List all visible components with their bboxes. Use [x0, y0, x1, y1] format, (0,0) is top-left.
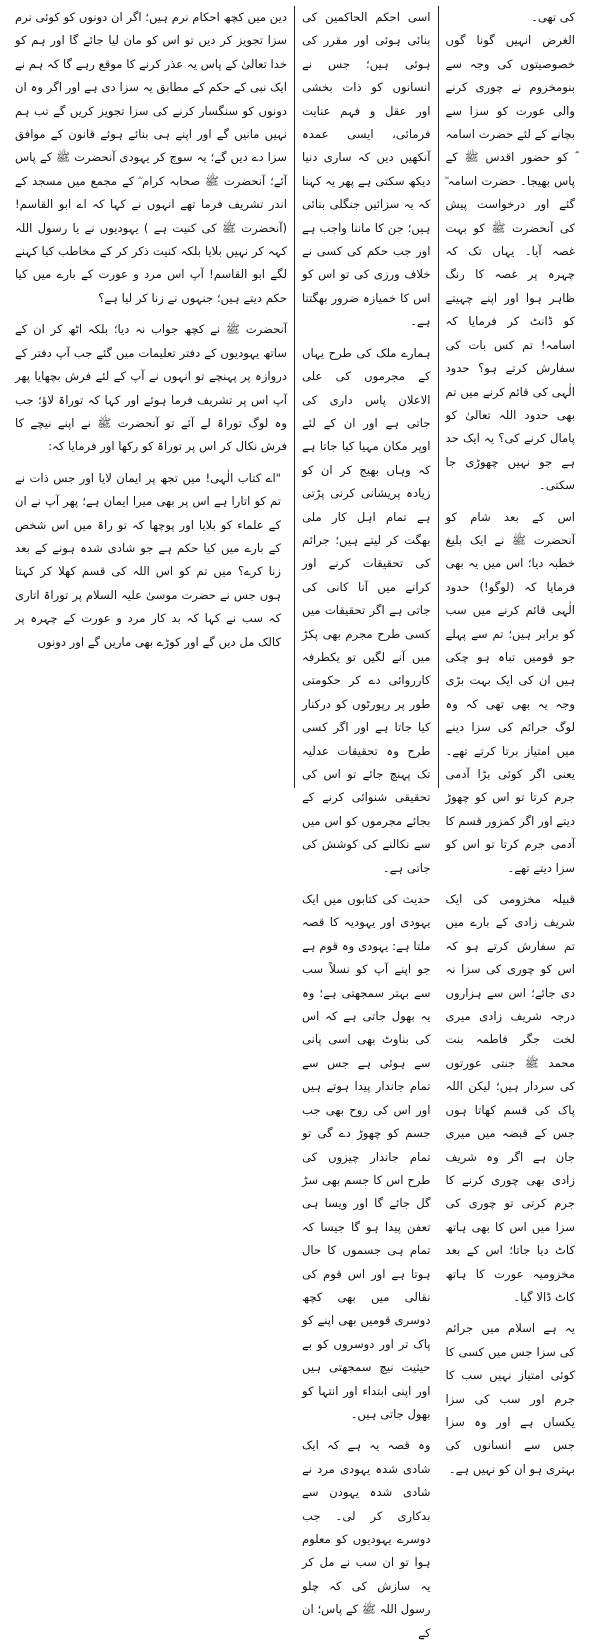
paragraph: اس کے بعد شام کو آنحضرت ﷺ نے ایک بلیغ خطبہ دیا؛ اس میں یہ بھی فرمایا کہ (لوگو!) حدود الٰہی قائم کرنے میں سب کو برابر ہیں؛ تم سے پہلے جو قومیں تباہ ہو چکی ہیں ان کی ایک بہت بڑی وجہ یہ بھی تھی کہ وہ لوگ جرائم کی سزا دینے میں امتیاز برتا کرتے تھے۔ یعنی اگر کوئی بڑا آدمی جرم کرتا تو اس کو چھوڑ دیتے اور اگر کمزور قسم کا آدمی جرم کرتا تو اس کو سزا دیتے تھے۔ — [445, 509, 575, 875]
paragraph: اسی احکم الحاکمین کی بنائی ہوئی اور مقرر کی ہوئی ہیں؛ جس نے انسانوں کو ذات بخشی اور عقل و فہم عنایت فرمائی، ایسی عمدہ آنکھیں دیں کہ ساری دنیا دیکھ سکتی ہے پھر یہ کہنا کہ یہ سزائیں جنگلی بنائی ہیں؛ جن کا ماننا واجب ہے اور جب حکم کی کسی نے خلاف ورزی کی تو اس کو اس کا خمیازہ ضرور بھگتنا ہے۔ — [302, 10, 431, 329]
quote-paragraph: "اے کتاب الٰہی! میں تجھ پر ایمان لایا اور جس ذات نے تم کو اتارا ہے اس پر بھی میرا ایمان ہے؛ پھر آپ نے ان کے علماء کو بلایا اور پوچھا کہ تو راۃ میں اس شخص کے بارے میں کیا حکم ہے جو شادی شدہ ہونے کے بعد زنا کرے؟ میں تم کو اس اللہ کی قسم کھلا کر کہتا ہوں جس نے حضرت موسیٰ علیہ السلام پر توراۃ اتاری کہ سب نے کہا کہ بد کار مرد و عورت کے چہرہ پر کالک مل دیں گے اور کوڑے بھی ماریں گے اور دونوں — [15, 470, 281, 649]
text-column-1 — [439, 6, 583, 1476]
text-column-3 — [8, 6, 295, 788]
paragraph: وہ قصہ یہ ہے کہ ایک شادی شدہ یہودی مرد نے شادی شدہ یہودن سے بدکاری کر لی۔ جب دوسرے یہودیوں کو معلوم ہوا تو ان سب نے مل کر یہ سازش کی کہ چلو رسول اللہ ﷺ کے پاس؛ ان کے — [302, 1438, 431, 1640]
paragraph: کی تھی۔ — [531, 10, 575, 24]
paragraph: قبیلہ مخزومی کی ایک شریف زادی کے بارے میں تم سفارش کرتے ہو کہ اس کو چوری کی سزا نہ دی جائے؛ اس سے ہزاروں درجہ شریف زادی میری لخت جگر فاطمہ بنت محمد ﷺ جنتی عورتوں کی سردار ہیں؛ لیکن اللہ پاک کی قسم کھاتا ہوں جس کے قبضہ میں میری جان ہے اگر وہ شریف زادی بھی چوری کرنے کا جرم کرتی تو چوری کی سزا میں اس کا بھی ہاتھ کاٹ دیا جاتا؛ اس کے بعد مخزومیہ عورت کا ہاتھ کاٹ ڈالا گیا۔ — [445, 892, 575, 1304]
paragraph: دین میں کچھ احکام نرم ہیں؛ اگر ان دونوں کو کوئی نرم سزا تجویز کر دیں تو اس کو مان لیا جائے گا اور ہم کو خدا تعالیٰ کے پاس یہ عذر کرنے کا موقع رہے گا کہ ہم نے ایک نبی کے حکم کے مطابق یہ سزا دی ہے اور اگر وہ ان دونوں کو سنگسار کرنے کی سزا تجویز کریں گے تب ہم نہیں مانیں گے اور اپنے ہی بنائے ہوئے قانون کے موافق سزا دے دیں گے؛ یہ سوچ کر یہودی آنحضرت ﷺ کے پاس آئے؛ آنحضرت ﷺ صحابہ کرام ؓ کے مجمع میں مسجد کے اندر تشریف فرما تھے انہوں نے کہا کہ اے ابو القاسم! (آنحضرت ﷺ کی کنیت ہے ) یہودیوں نے یا رسول اللہ کہہ کر نہیں بلایا بلکہ کنیت ذکر کر کے مخاطب کیا کہنے لگے ابو القاسم! آپ اس مرد و عورت کے بارے میں کیا حکم دیتے ہیں؛ جنہوں نے زنا کر لیا ہے؟ — [15, 10, 287, 305]
paragraph: آنحضرت ﷺ نے کچھ جواب نہ دیا؛ بلکہ اٹھ کر ان کے ساتھ یہودیوں کے دفتر تعلیمات میں گئے جب آپ دفتر کے دروازہ پر پہنچے تو انہوں نے آپ کے لئے فرش بچھایا پھر آپ اس پر تشریف فرما ہوئے اور کہا کہ توراۃ لاؤ؛ جب وہ لوگ توراۃ لے آئے تو آنحضرت ﷺ نے اپنے نیچے کا فرش نکال کر اس پر توراۃ کو رکھا اور فرمایا کہ: — [15, 322, 287, 454]
text-column-2 — [295, 6, 439, 1640]
paragraph: یہ ہے اسلام میں جرائم کی سزا جس میں کسی کا کوئی امتیاز نہیں سب کا جرم اور سب کی سزا یکساں ہے اور وہ سزا جس سے انسانوں کی بہتری ہو ان کو نہیں ہے۔ — [445, 1321, 575, 1476]
paragraph: حدیث کی کتابوں میں ایک یہودی اور یہودیہ کا قصہ ملتا ہے: یہودی وہ قوم ہے جو اپنے آپ کو نسلاً سب سے بہتر سمجھتی ہے؛ وہ یہ بھول جاتی ہے کہ اس کی بناوٹ بھی اسی پانی سے ہوئی ہے جس سے تمام جاندار پیدا ہوتے ہیں اور اس کی روح بھی جب جسم کو چھوڑ دے گی تو تمام جاندار چیزوں کی طرح اس کا جسم بھی سڑ گل جائے گا اور ویسا ہی تعفن پیدا ہو گا جیسا کہ تمام ہی جسموں کا حال ہوتا ہے اور اس قوم کی نقالی میں بھی کچھ دوسری قومیں بھی اپنے کو پاک تر اور دوسروں کو بے حیثیت نیچ سمجھتی ہیں اور اپنی ابتداء اور انتہا کو بھول جاتی ہیں۔ — [302, 892, 431, 1421]
paragraph: الغرض انہیں گونا گوں خصوصیتوں کی وجہ سے بنومخزوم نے چوری کرنے والی عورت کو سزا سے بچانے کے لئے حضرت اسامہ ؓ کو حضور اقدس ﷺ کے پاس بھیجا۔ حضرت اسامہ ؓ گئے اور درخواست پیش کی آنحضرت ﷺ کو بہت غصہ آیا۔ یہاں تک کہ چہرہ پر غصہ کا رنگ ظاہر ہوا اور اپنے چہیتے کو ڈانٹ کر فرمایا کہ اسامہ! تم کس بات کی سفارش کرتے ہو؟ حدود الٰہی کی قائم کرنے میں تم بھی حدود اللہ تعالیٰ کو پامال کرنے کی؟ یہ ایک حد ہے جو نہیں چھوڑی جا سکتی۔ — [445, 33, 575, 493]
paragraph: ہمارے ملک کی طرح یہاں کے مجرموں کی علی الاعلان پاس داری کی جاتی ہے اور ان کے لئے اوپر مکان مہیا کیا جاتا ہے کہ وہاں بھیج کر ان کو زیادہ پریشانی کرنی پڑتی ہے تمام اہل کار ملی بھگت کر لیتے ہیں؛ جرائم کی تحقیقات کرنے اور کرانے میں آنا کانی کی جاتی ہے اگر تحقیقات میں کسی طرح مجرم بھی پکڑ میں آنے لگیں تو یکطرفہ کارروائی دے کر حکومتی طور پر رپورٹوں کو درکنار کیا جاتا ہے اور اگر کسی طرح وہ تحقیقات عدلیہ تک پہنچ جائے تو اس کی تحقیقی شنوائی کرنے کے بجائے مجرموں کو اس میں سے نکالنے کی کوشش کی جاتی ہے۔ — [302, 345, 431, 875]
